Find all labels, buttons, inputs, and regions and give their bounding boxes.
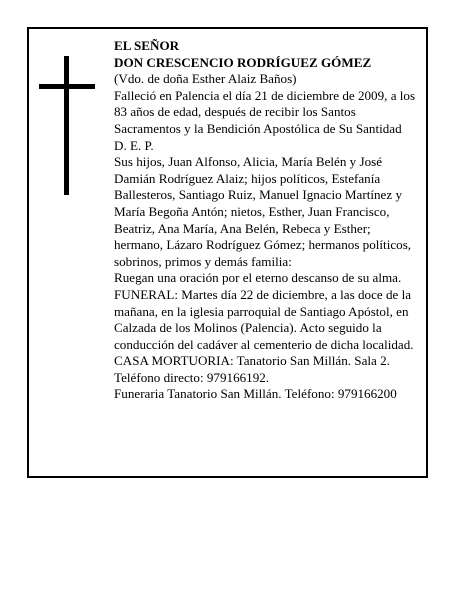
direct-phone: Teléfono directo: 979166192. (114, 369, 270, 385)
prayer-request: Ruegan una oración por el eterno descanso de su alma. (114, 270, 402, 286)
death-announcement: Falleció en Palencia el día 21 de diciembre de 2009, a los 83 años de edad, después de recibir los Santos Sacramentos y la Bendición Apostólica de Su Santidad (114, 87, 416, 136)
rip-line: D. E. P. (114, 137, 154, 153)
notice-text-block (114, 38, 420, 403)
deceased-name: DON CRESCENCIO RODRÍGUEZ GÓMEZ (114, 54, 372, 70)
funeral-details: FUNERAL: Martes día 22 de diciembre, a las doce de la mañana, en la iglesia parroquial de Santiago Apóstol, en Calzada de los Molinos (Palencia). Acto seguido la conducción del cadáver al cementerio de dicha localidad. (114, 286, 414, 352)
funeral-home: Funeraria Tanatorio San Millán. Teléfono: 979166200 (114, 386, 397, 402)
cross-horizontal-bar (39, 84, 95, 89)
mortuary-location: CASA MORTUORIA: Tanatorio San Millán. Sala 2. (114, 353, 390, 369)
widower-of: (Vdo. de doña Esther Alaiz Baños) (114, 71, 297, 87)
family-list: Sus hijos, Juan Alfonso, Alicia, María Belén y José Damián Rodríguez Alaiz; hijos políticos, Estefanía Ballesteros, Santiago Ruiz, Manuel Ignacio Martínez y María Begoña Antón; nietos, Esther, Juan Francisco, Beatriz, Ana María, Ana Belén, Rebeca y Esther; hermano, Lázaro Rodríguez Gómez; hermanos políticos, sobrinos, primos y demás familia: (114, 154, 412, 269)
notice-title: EL SEÑOR (114, 38, 180, 53)
cross-vertical-bar (64, 56, 69, 195)
